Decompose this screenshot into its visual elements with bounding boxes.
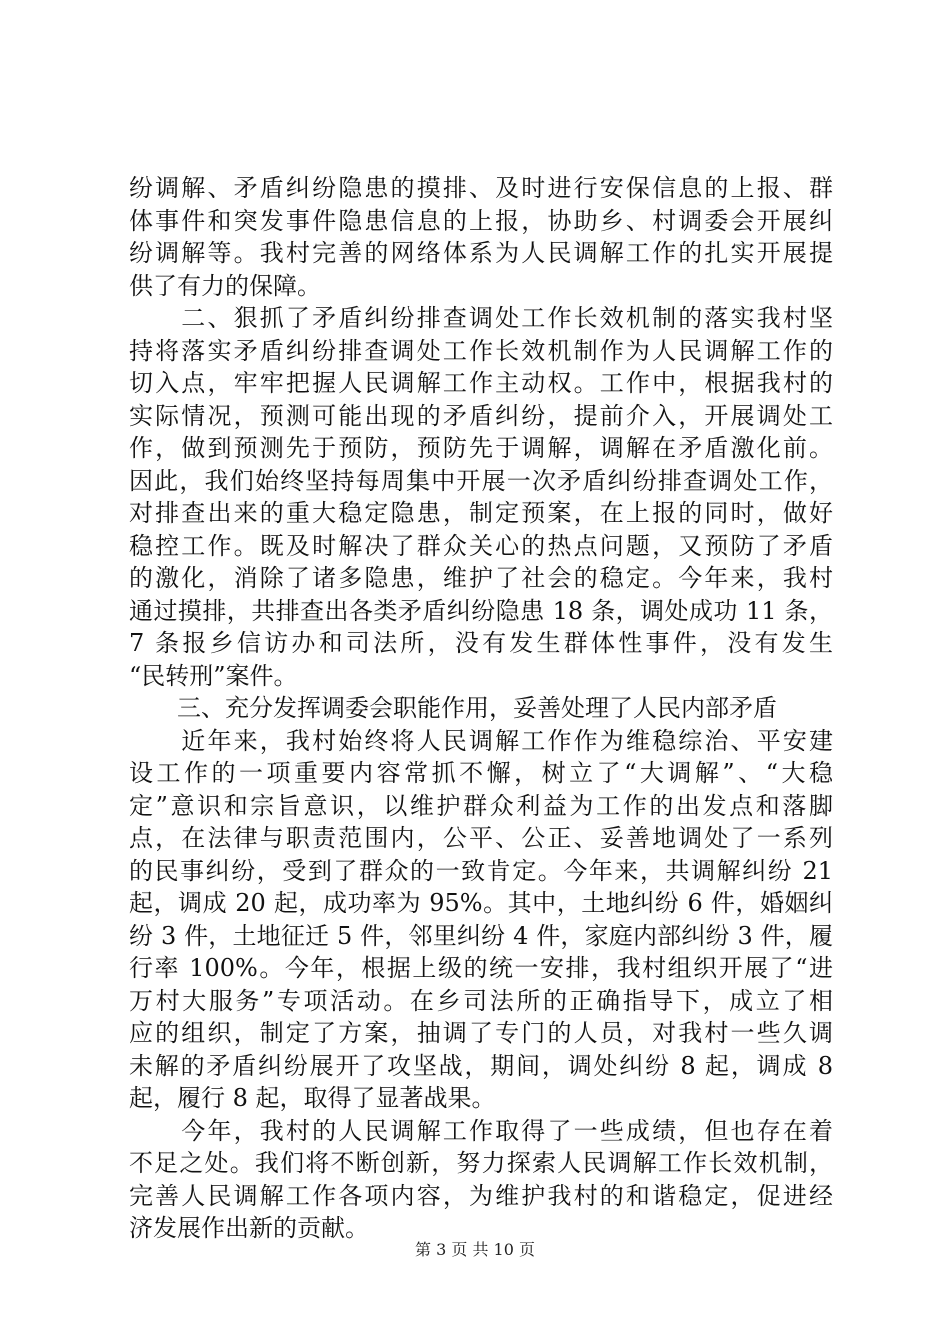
text-line: “民转刑”案件。 xyxy=(129,661,298,690)
text-line: 切入点，牢牢把握人民调解工作主动权。工作中，根据我村的 xyxy=(129,369,833,397)
text-line: 设工作的一项重要内容常抓不懈，树立了“大调解”、“大稳 xyxy=(129,759,833,787)
text-line: 因此，我们始终坚持每周集中开展一次矛盾纠纷排查调处工作， xyxy=(129,466,833,495)
text-line: 作，做到预测先于预防，预防先于调解，调解在矛盾激化前。 xyxy=(129,434,833,462)
text-line: 起，履行 8 起，取得了显著战果。 xyxy=(129,1084,496,1112)
text-line: 定”意识和宗旨意识，以维护群众利益为工作的出发点和落脚 xyxy=(129,791,833,820)
page-footer: 第 3 页 共 10 页 xyxy=(415,1240,535,1259)
text-line: 二、狠抓了矛盾纠纷排查调处工作长效机制的落实我村坚 xyxy=(129,304,833,332)
text-line: 实际情况，预测可能出现的矛盾纠纷，提前介入，开展调处工 xyxy=(129,401,833,430)
document-body xyxy=(129,172,833,1245)
text-line: 7 条报乡信访办和司法所，没有发生群体性事件，没有发生 xyxy=(129,629,833,657)
text-line: 万村大服务”专项活动。在乡司法所的正确指导下，成立了相 xyxy=(129,986,833,1015)
text-line: 的民事纠纷，受到了群众的一致肯定。今年来，共调解纠纷 21 xyxy=(129,856,833,885)
text-line: 的激化，消除了诸多隐患，维护了社会的稳定。今年来，我村 xyxy=(129,564,833,592)
text-line: 完善人民调解工作各项内容，为维护我村的和谐稳定，促进经 xyxy=(129,1181,833,1210)
text-line: 点，在法律与职责范围内，公平、公正、妥善地调处了一系列 xyxy=(129,824,833,852)
text-line: 不足之处。我们将不断创新，努力探索人民调解工作长效机制， xyxy=(129,1149,833,1177)
text-line: 通过摸排，共排查出各类矛盾纠纷隐患 18 条，调处成功 11 条， xyxy=(129,596,833,625)
text-line: 持将落实矛盾纠纷排查调处工作长效机制作为人民调解工作的 xyxy=(129,336,833,365)
text-line: 未解的矛盾纠纷展开了攻坚战，期间，调处纠纷 8 起，调成 8 xyxy=(129,1051,833,1080)
text-line: 体事件和突发事件隐患信息的上报，协助乡、村调委会开展纠 xyxy=(129,206,833,235)
text-line: 行率 100%。今年，根据上级的统一安排，我村组织开展了“进 xyxy=(129,954,833,982)
text-line: 今年，我村的人民调解工作取得了一些成绩，但也存在着 xyxy=(129,1116,833,1145)
text-line: 纷调解、矛盾纠纷隐患的摸排、及时进行安保信息的上报、群 xyxy=(129,174,833,202)
text-line: 纷调解等。我村完善的网络体系为人民调解工作的扎实开展提 xyxy=(129,239,833,267)
text-line: 三、充分发挥调委会职能作用，妥善处理了人民内部矛盾 xyxy=(129,694,777,722)
text-line: 稳控工作。既及时解决了群众关心的热点问题，又预防了矛盾 xyxy=(129,531,833,560)
text-line: 起，调成 20 起，成功率为 95%。其中，土地纠纷 6 件，婚姻纠 xyxy=(129,889,833,917)
text-line: 纷 3 件，土地征迁 5 件，邻里纠纷 4 件，家庭内部纠纷 3 件，履 xyxy=(129,921,833,950)
text-line: 供了有力的保障。 xyxy=(129,271,321,300)
text-line: 济发展作出新的贡献。 xyxy=(129,1214,369,1242)
text-line: 近年来，我村始终将人民调解工作作为维稳综治、平安建 xyxy=(129,726,833,755)
text-line: 对排查出来的重大稳定隐患，制定预案，在上报的同时，做好 xyxy=(129,499,833,527)
text-line: 应的组织，制定了方案，抽调了专门的人员，对我村一些久调 xyxy=(129,1019,833,1047)
